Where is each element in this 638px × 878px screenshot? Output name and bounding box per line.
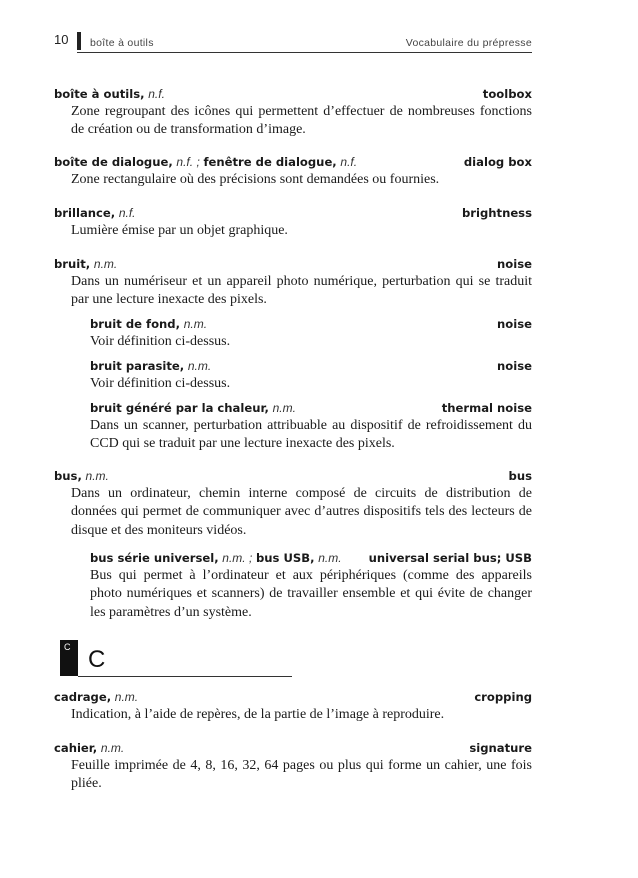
entry-brillance <box>54 205 532 240</box>
definition: Bus qui permet à l’ordinateur et aux périphériques (comme des appareils photo numériques et scanners) de travailler ensemble et qui évite de changer les paramètres d’un système. <box>90 568 532 620</box>
entry-head <box>90 400 532 416</box>
entry-head <box>54 740 532 756</box>
definition: Zone rectangulaire où des précisions sont demandées ou fournies. <box>71 172 440 187</box>
entry-head <box>54 689 532 705</box>
headword: bruit, <box>54 257 91 271</box>
headword: bus série universel, <box>90 551 219 565</box>
running-head-left: boîte à outils <box>90 37 154 49</box>
english-term: noise <box>497 317 532 331</box>
headword: bruit généré par la chaleur, <box>90 401 269 415</box>
definition: Indication, à l’aide de repères, de la partie de l’image à reproduire. <box>71 707 445 722</box>
entry-head <box>54 468 532 484</box>
separator: ; <box>193 155 200 169</box>
english-term: noise <box>497 257 532 271</box>
subentry-bruit-de-fond <box>90 316 532 351</box>
grammar-label: n.m. <box>187 359 212 373</box>
letter-tab <box>60 640 78 676</box>
header-rule <box>77 52 532 53</box>
entry-head <box>90 316 532 332</box>
grammar-label: n.f. <box>148 87 165 101</box>
grammar-label: n.f. <box>340 155 358 169</box>
letter-section-c <box>60 640 292 678</box>
entry-head <box>90 358 532 374</box>
english-term: thermal noise <box>441 401 532 415</box>
letter-tab-label: C <box>64 642 71 652</box>
headword: brillance, <box>54 206 116 220</box>
subentry-bruit-parasite <box>90 358 532 393</box>
separator: ; <box>245 551 253 565</box>
headword: bus, <box>54 469 82 483</box>
grammar-label: n.m. <box>93 257 118 271</box>
headword-synonym: bus USB, <box>256 551 315 565</box>
entry-head <box>54 86 532 102</box>
grammar-label: n.m. <box>272 401 296 415</box>
page-header <box>54 30 532 54</box>
english-term: toolbox <box>482 87 532 101</box>
definition: Dans un numériseur et un appareil photo numérique, perturbation qui se traduit par une lecture inexacte des pixels. <box>71 274 532 308</box>
entry-cahier <box>54 740 532 794</box>
definition: Feuille imprimée de 4, 8, 16, 32, 64 pages ou plus qui forme un cahier, une fois pliée. <box>71 758 532 792</box>
english-term: noise <box>497 359 532 373</box>
english-term: bus <box>508 469 532 483</box>
entry-head <box>54 154 532 170</box>
subentry-bruit-genere-par-la-chaleur <box>90 400 532 454</box>
definition: Zone regroupant des icônes qui permettent d’effectuer de nombreuses fonctions de création ou de transformation d’image. <box>71 104 532 138</box>
entry-bus <box>54 468 532 540</box>
entry-head <box>54 205 532 221</box>
grammar-label: n.m. <box>114 690 139 704</box>
definition: Dans un scanner, perturbation attribuable au dispositif de refroidissement du CCD qui se traduit par une lecture inexacte des pixels. <box>90 418 532 452</box>
grammar-label: n.f. <box>118 206 136 220</box>
definition: Dans un ordinateur, chemin interne composé de circuits de distribution de données qui permet de communiquer avec d’autres dispositifs tels des lecteurs de disque et des moniteurs vidéos. <box>71 486 532 538</box>
grammar-label: n.m. <box>318 551 342 565</box>
subentry-bus-serie-universel <box>90 550 532 622</box>
grammar-label: n.m. <box>100 741 125 755</box>
headword: bruit parasite, <box>90 359 185 373</box>
english-term: signature <box>469 741 532 755</box>
headword: cahier, <box>54 741 98 755</box>
english-term: brightness <box>461 206 532 220</box>
entry-bruit <box>54 256 532 310</box>
page-number: 10 <box>54 32 69 47</box>
definition: Voir définition ci-dessus. <box>90 376 231 391</box>
grammar-label: n.f. <box>176 155 194 169</box>
grammar-label: n.m. <box>222 551 246 565</box>
definition: Lumière émise par un objet graphique. <box>71 223 288 238</box>
english-term: dialog box <box>463 155 532 169</box>
letter-heading: C <box>88 646 106 673</box>
entry-boite-a-outils <box>54 86 532 140</box>
entry-boite-de-dialogue <box>54 154 532 189</box>
english-term: universal serial bus; USB <box>368 551 532 565</box>
english-term: cropping <box>474 690 532 704</box>
entry-cadrage <box>54 689 532 724</box>
running-head-right: Vocabulaire du prépresse <box>405 37 532 49</box>
grammar-label: n.m. <box>183 317 208 331</box>
headword-synonym: fenêtre de dialogue, <box>203 155 337 169</box>
headword: boîte de dialogue, <box>54 155 173 169</box>
grammar-label: n.m. <box>85 469 109 483</box>
entry-head <box>54 256 532 272</box>
entry-head <box>90 550 532 566</box>
letter-rule <box>78 676 292 677</box>
headword: cadrage, <box>54 690 112 704</box>
headword: bruit de fond, <box>90 317 180 331</box>
headword: boîte à outils, <box>54 87 145 101</box>
header-bar <box>77 32 81 50</box>
definition: Voir définition ci-dessus. <box>90 334 231 349</box>
